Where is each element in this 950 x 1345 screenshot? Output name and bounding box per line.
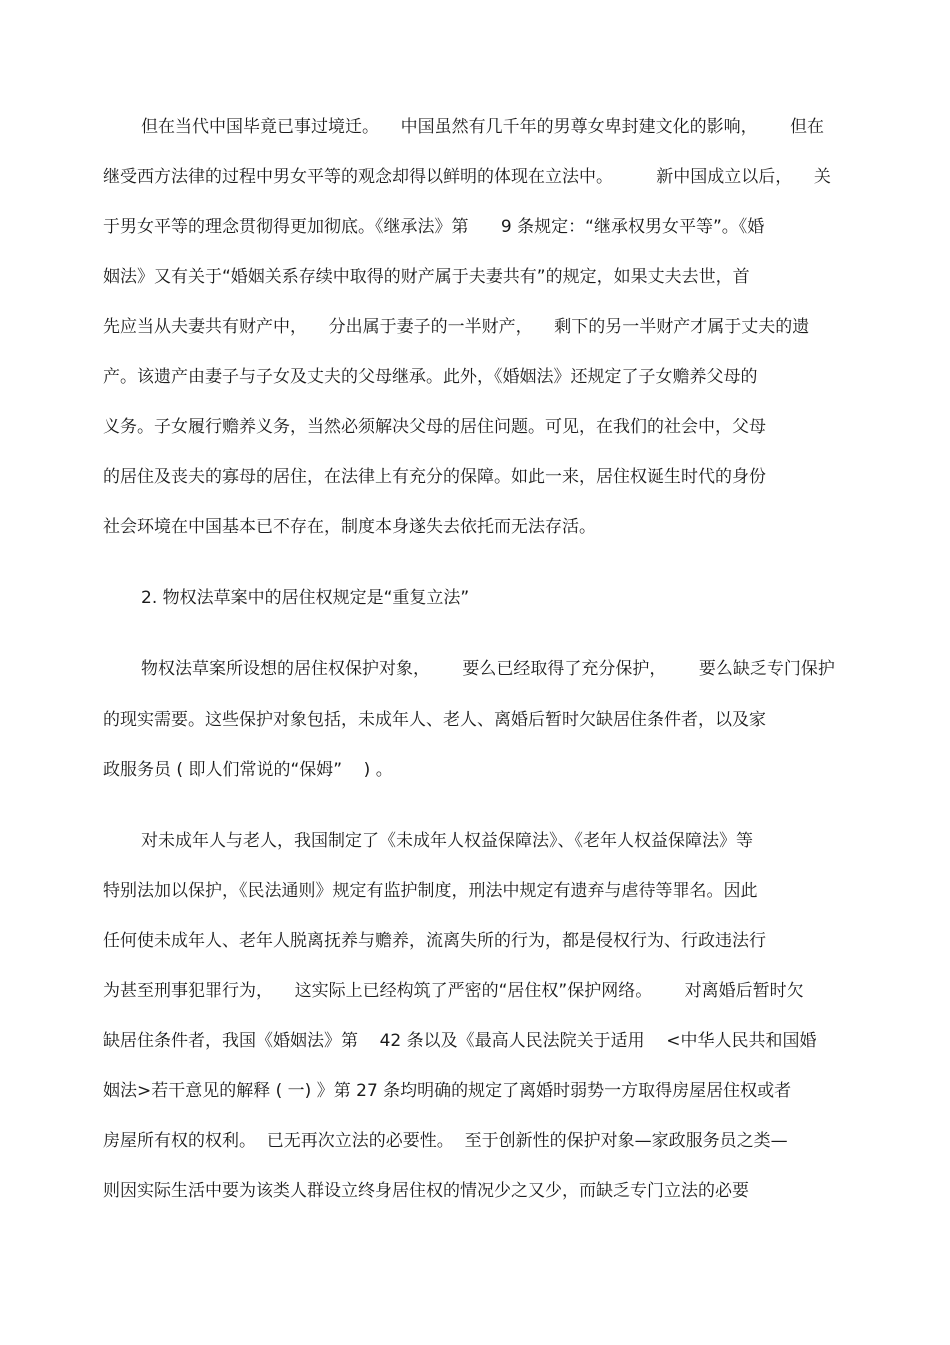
paragraph-line: 于男女平等的理念贯彻得更加彻底。《继承法》第 9 条规定：“继承权男女平等”。《婚 [103,217,765,237]
paragraph-line: 但在当代中国毕竟已事过境迁。 中国虽然有几千年的男尊女卑封建文化的影响， 但在 [141,117,825,137]
paragraph-line: 物权法草案所设想的居住权保护对象， 要么已经取得了充分保护， 要么缺乏专门保护 [141,659,835,679]
section-heading: 2. 物权法草案中的居住权规定是“重复立法” [141,588,470,608]
paragraph-line: 社会环境在中国基本已不存在，制度本身遂失去依托而无法存活。 [103,517,596,537]
paragraph-line: 则因实际生活中要为该类人群设立终身居住权的情况少之又少，而缺乏专门立法的必要 [103,1181,749,1201]
paragraph-line: 对未成年人与老人，我国制定了《未成年人权益保障法》、《老年人权益保障法》等 [141,831,753,851]
paragraph-line: 房屋所有权的权利。 已无再次立法的必要性。 至于创新性的保护对象—家政服务员之类— [103,1131,788,1151]
paragraph-line: 缺居住条件者，我国《婚姻法》第 42 条以及《最高人民法院关于适用 <中华人民共和国婚 [103,1031,817,1051]
paragraph-line: 的现实需要。这些保护对象包括，未成年人、老人、离婚后暂时欠缺居住条件者，以及家 [103,710,766,730]
paragraph-line: 特别法加以保护，《民法通则》规定有监护制度，刑法中规定有遗弃与虐待等罪名。因此 [103,881,758,901]
paragraph-line: 的居住及丧夫的寡母的居住，在法律上有充分的保障。如此一来，居住权诞生时代的身份 [103,467,766,487]
paragraph-line: 先应当从夫妻共有财产中， 分出属于妻子的一半财产， 剩下的另一半财产才属于丈夫的遗 [103,317,810,337]
paragraph-line: 政服务员 ( 即人们常说的“保姆” ) 。 [103,760,393,780]
paragraph-line: 产。该遗产由妻子与子女及丈夫的父母继承。此外，《婚姻法》还规定了子女赡养父母的 [103,367,758,387]
paragraph-line: 姻法》又有关于“婚姻关系存续中取得的财产属于夫妻共有”的规定，如果丈夫去世，首 [103,267,750,287]
paragraph-line: 义务。子女履行赡养义务，当然必须解决父母的居住问题。可见，在我们的社会中，父母 [103,417,766,437]
paragraph-line: 为甚至刑事犯罪行为， 这实际上已经构筑了严密的“居住权”保护网络。 对离婚后暂时欠 [103,981,804,1001]
paragraph-line: 继受西方法律的过程中男女平等的观念却得以鲜明的体现在立法中。 新中国成立以后， 关 [103,167,831,187]
paragraph-line: 姻法>若干意见的解释 ( 一) 》第 27 条均明确的规定了离婚时弱势一方取得房屋居住权或者 [103,1081,792,1101]
paragraph-line: 任何使未成年人、老年人脱离抚养与赡养，流离失所的行为，都是侵权行为、行政违法行 [103,931,766,951]
